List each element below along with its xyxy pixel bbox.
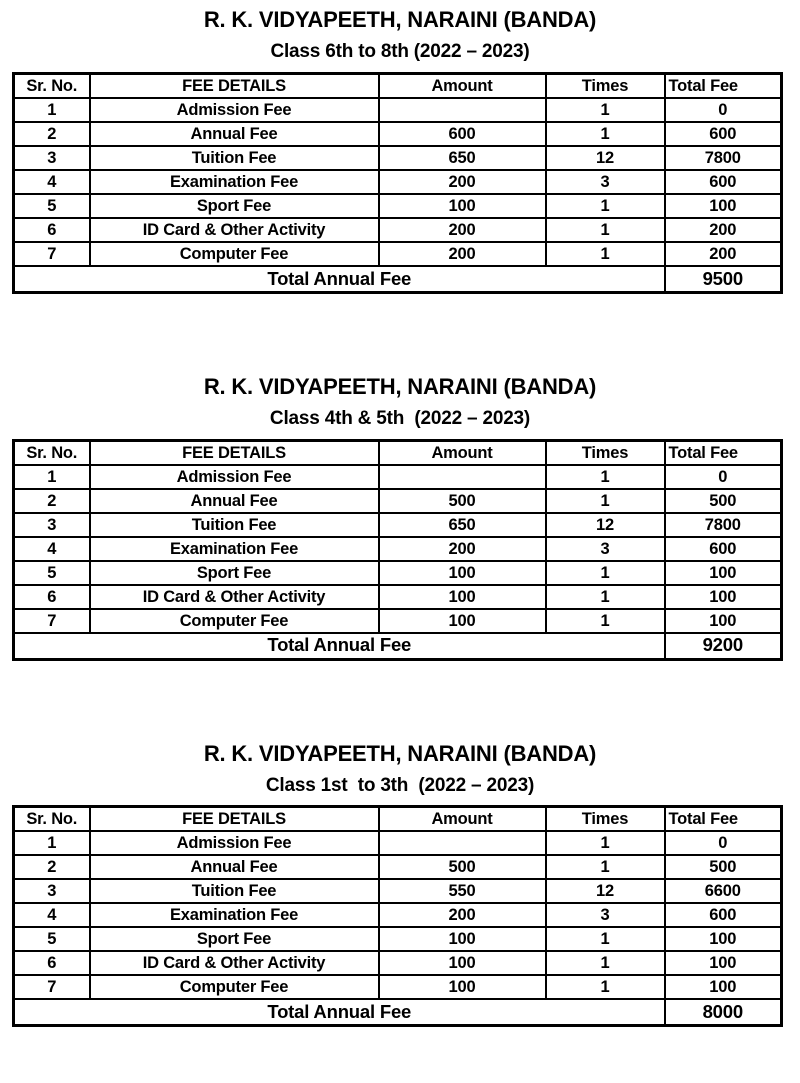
cell-amount: 100 [379, 951, 546, 975]
cell-fee-detail: Tuition Fee [90, 146, 379, 170]
cell-total-fee: 600 [665, 903, 782, 927]
fee-section-class-6-to-8 [0, 7, 800, 294]
class-subtitle: Class 4th & 5th (2022 – 2023) [269, 407, 531, 429]
cell-amount [379, 465, 546, 489]
cell-total-fee: 600 [665, 537, 782, 561]
cell-sr-no: 5 [14, 561, 90, 585]
column-header-times: Times [546, 73, 665, 98]
cell-sr-no: 2 [14, 122, 90, 146]
fee-table [12, 439, 783, 661]
column-header-fee-details: FEE DETAILS [90, 807, 379, 832]
cell-fee-detail: ID Card & Other Activity [90, 218, 379, 242]
cell-amount: 100 [379, 585, 546, 609]
fee-table [12, 72, 783, 294]
cell-sr-no: 1 [14, 465, 90, 489]
total-row [14, 266, 782, 293]
table-row [14, 513, 782, 537]
table-row [14, 831, 782, 855]
cell-sr-no: 4 [14, 537, 90, 561]
total-row [14, 633, 782, 660]
cell-fee-detail: ID Card & Other Activity [90, 585, 379, 609]
cell-fee-detail: Tuition Fee [90, 513, 379, 537]
cell-total-fee: 100 [665, 927, 782, 951]
cell-times: 1 [546, 927, 665, 951]
cell-amount [379, 831, 546, 855]
cell-fee-detail: ID Card & Other Activity [90, 951, 379, 975]
cell-times: 1 [546, 98, 665, 122]
cell-total-fee: 7800 [665, 146, 782, 170]
column-header-fee-details: FEE DETAILS [90, 73, 379, 98]
cell-times: 1 [546, 465, 665, 489]
cell-total-fee: 6600 [665, 879, 782, 903]
table-row [14, 975, 782, 999]
cell-sr-no: 5 [14, 194, 90, 218]
table-row [14, 122, 782, 146]
cell-amount: 200 [379, 537, 546, 561]
cell-total-fee: 100 [665, 585, 782, 609]
cell-amount: 650 [379, 513, 546, 537]
total-annual-fee-label: Total Annual Fee [14, 633, 665, 660]
cell-total-fee: 0 [665, 465, 782, 489]
cell-sr-no: 7 [14, 975, 90, 999]
cell-amount: 100 [379, 927, 546, 951]
cell-times: 1 [546, 218, 665, 242]
column-header-amount: Amount [379, 73, 546, 98]
fee-section-class-4-and-5 [0, 374, 800, 661]
cell-times: 3 [546, 537, 665, 561]
cell-amount: 500 [379, 855, 546, 879]
cell-sr-no: 4 [14, 903, 90, 927]
column-header-sr-no: Sr. No. [14, 807, 90, 832]
column-header-sr-no: Sr. No. [14, 440, 90, 465]
table-row [14, 927, 782, 951]
column-header-amount: Amount [379, 807, 546, 832]
fee-section-class-1-to-3 [0, 741, 800, 1028]
table-row [14, 218, 782, 242]
cell-sr-no: 7 [14, 609, 90, 633]
column-header-fee-details: FEE DETAILS [90, 440, 379, 465]
cell-sr-no: 3 [14, 146, 90, 170]
cell-fee-detail: Examination Fee [90, 170, 379, 194]
cell-total-fee: 200 [665, 242, 782, 266]
column-header-amount: Amount [379, 440, 546, 465]
cell-times: 1 [546, 855, 665, 879]
cell-sr-no: 6 [14, 585, 90, 609]
cell-fee-detail: Annual Fee [90, 489, 379, 513]
class-subtitle: Class 1st to 3th (2022 – 2023) [265, 774, 535, 796]
table-row [14, 489, 782, 513]
table-row [14, 903, 782, 927]
table-row [14, 194, 782, 218]
cell-total-fee: 600 [665, 122, 782, 146]
cell-fee-detail: Admission Fee [90, 465, 379, 489]
cell-total-fee: 500 [665, 489, 782, 513]
table-row [14, 537, 782, 561]
cell-fee-detail: Examination Fee [90, 903, 379, 927]
table-row [14, 879, 782, 903]
cell-total-fee: 500 [665, 855, 782, 879]
cell-amount: 200 [379, 242, 546, 266]
cell-sr-no: 6 [14, 951, 90, 975]
table-row [14, 609, 782, 633]
cell-times: 1 [546, 609, 665, 633]
cell-amount: 500 [379, 489, 546, 513]
header-row [14, 807, 782, 832]
cell-sr-no: 7 [14, 242, 90, 266]
school-title: R. K. VIDYAPEETH, NARAINI (BANDA) [203, 373, 597, 399]
cell-amount [379, 98, 546, 122]
cell-fee-detail: Admission Fee [90, 831, 379, 855]
cell-fee-detail: Admission Fee [90, 98, 379, 122]
cell-amount: 600 [379, 122, 546, 146]
cell-times: 12 [546, 513, 665, 537]
cell-sr-no: 3 [14, 513, 90, 537]
cell-fee-detail: Sport Fee [90, 561, 379, 585]
cell-total-fee: 100 [665, 975, 782, 999]
cell-times: 1 [546, 585, 665, 609]
cell-sr-no: 1 [14, 831, 90, 855]
cell-times: 1 [546, 831, 665, 855]
cell-total-fee: 0 [665, 831, 782, 855]
cell-amount: 200 [379, 903, 546, 927]
table-row [14, 242, 782, 266]
cell-times: 1 [546, 122, 665, 146]
total-annual-fee-label: Total Annual Fee [14, 266, 665, 293]
total-annual-fee-label: Total Annual Fee [14, 999, 665, 1026]
cell-fee-detail: Computer Fee [90, 242, 379, 266]
cell-times: 1 [546, 489, 665, 513]
cell-amount: 100 [379, 975, 546, 999]
cell-times: 3 [546, 170, 665, 194]
column-header-total-fee: Total Fee [665, 73, 782, 98]
table-row [14, 146, 782, 170]
class-subtitle: Class 6th to 8th (2022 – 2023) [270, 40, 530, 62]
table-row [14, 585, 782, 609]
cell-times: 12 [546, 879, 665, 903]
cell-total-fee: 100 [665, 194, 782, 218]
table-row [14, 561, 782, 585]
table-row [14, 465, 782, 489]
cell-fee-detail: Computer Fee [90, 975, 379, 999]
header-row [14, 440, 782, 465]
fee-table [12, 805, 783, 1027]
column-header-times: Times [546, 440, 665, 465]
cell-amount: 650 [379, 146, 546, 170]
column-header-total-fee: Total Fee [665, 440, 782, 465]
cell-amount: 200 [379, 218, 546, 242]
cell-fee-detail: Sport Fee [90, 927, 379, 951]
header-row [14, 73, 782, 98]
cell-total-fee: 100 [665, 951, 782, 975]
cell-total-fee: 100 [665, 609, 782, 633]
cell-amount: 550 [379, 879, 546, 903]
total-annual-fee-value: 9500 [665, 266, 782, 293]
cell-total-fee: 600 [665, 170, 782, 194]
cell-sr-no: 3 [14, 879, 90, 903]
cell-amount: 100 [379, 609, 546, 633]
cell-times: 12 [546, 146, 665, 170]
cell-fee-detail: Tuition Fee [90, 879, 379, 903]
cell-times: 1 [546, 561, 665, 585]
table-row [14, 951, 782, 975]
total-annual-fee-value: 9200 [665, 633, 782, 660]
cell-times: 3 [546, 903, 665, 927]
cell-sr-no: 2 [14, 489, 90, 513]
cell-fee-detail: Annual Fee [90, 122, 379, 146]
cell-amount: 100 [379, 194, 546, 218]
column-header-times: Times [546, 807, 665, 832]
cell-total-fee: 7800 [665, 513, 782, 537]
cell-amount: 200 [379, 170, 546, 194]
cell-fee-detail: Computer Fee [90, 609, 379, 633]
cell-sr-no: 2 [14, 855, 90, 879]
table-row [14, 855, 782, 879]
column-header-total-fee: Total Fee [665, 807, 782, 832]
total-annual-fee-value: 8000 [665, 999, 782, 1026]
cell-fee-detail: Examination Fee [90, 537, 379, 561]
school-title: R. K. VIDYAPEETH, NARAINI (BANDA) [203, 740, 597, 766]
cell-sr-no: 5 [14, 927, 90, 951]
cell-total-fee: 100 [665, 561, 782, 585]
cell-fee-detail: Annual Fee [90, 855, 379, 879]
school-title: R. K. VIDYAPEETH, NARAINI (BANDA) [203, 7, 597, 32]
table-row [14, 170, 782, 194]
table-row [14, 98, 782, 122]
cell-sr-no: 1 [14, 98, 90, 122]
cell-times: 1 [546, 242, 665, 266]
cell-times: 1 [546, 951, 665, 975]
total-row [14, 999, 782, 1026]
cell-sr-no: 6 [14, 218, 90, 242]
cell-amount: 100 [379, 561, 546, 585]
cell-fee-detail: Sport Fee [90, 194, 379, 218]
cell-times: 1 [546, 975, 665, 999]
cell-times: 1 [546, 194, 665, 218]
cell-total-fee: 200 [665, 218, 782, 242]
cell-total-fee: 0 [665, 98, 782, 122]
column-header-sr-no: Sr. No. [14, 73, 90, 98]
cell-sr-no: 4 [14, 170, 90, 194]
